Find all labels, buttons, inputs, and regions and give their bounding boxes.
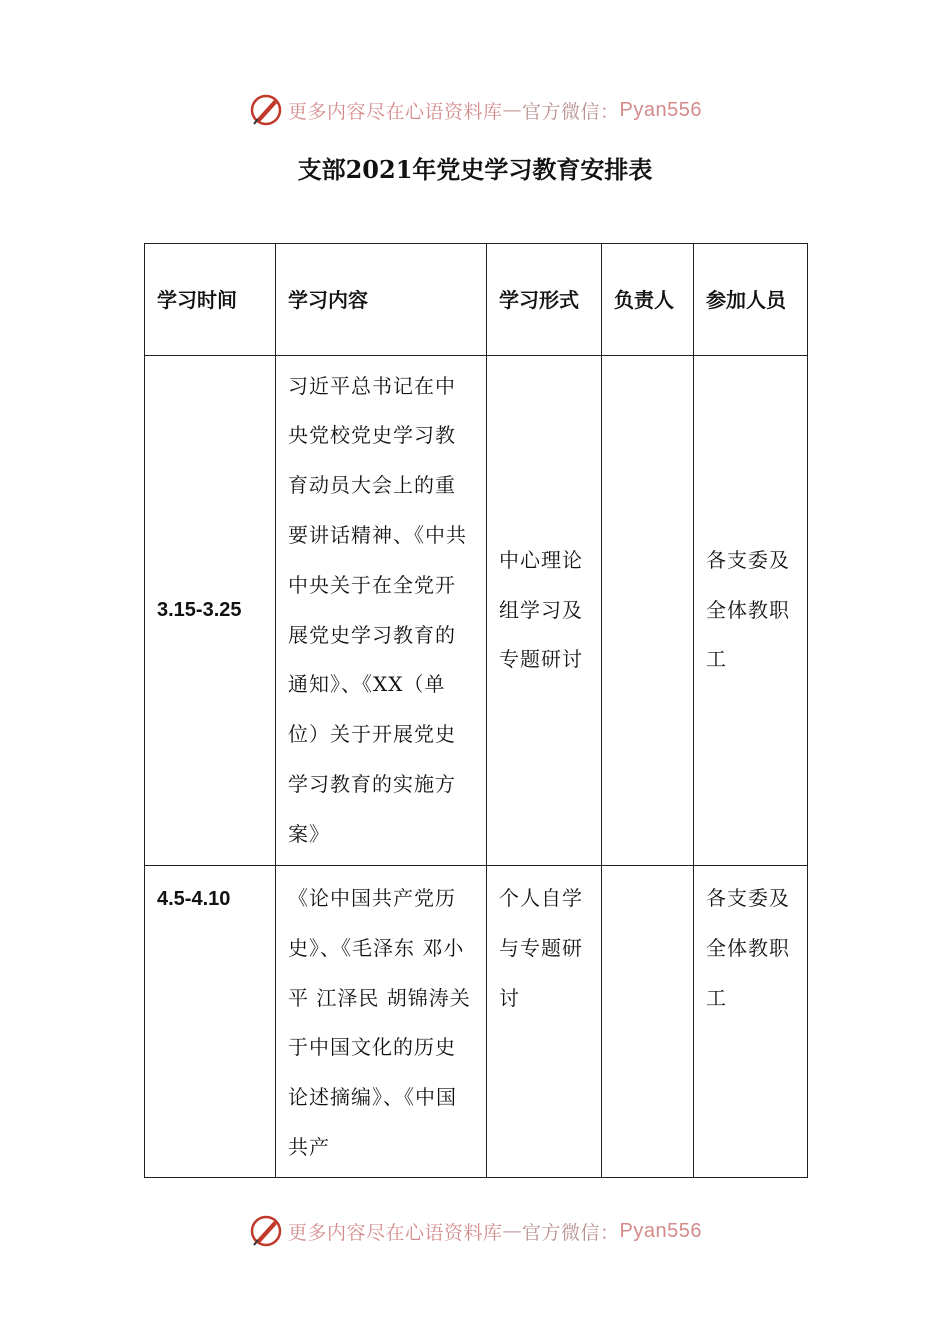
cell-content: 习近平总书记在中央党校党史学习教育动员大会上的重要讲话精神、《中共中央关于在全党开展党史学习教育的通知》、《XX（单位）关于开展党史学习教育的实施方案》 bbox=[276, 356, 487, 866]
cell-participants: 各支委及全体教职工 bbox=[694, 866, 808, 1178]
table-header-row bbox=[145, 244, 808, 356]
document-title: 支部2021年党史学习教育安排表 bbox=[297, 155, 653, 184]
header-participants: 参加人员 bbox=[694, 244, 808, 356]
banner-wechat-id: Pyan556 bbox=[619, 98, 702, 121]
cell-participants: 各支委及全体教职工 bbox=[694, 356, 808, 866]
table-row bbox=[145, 866, 808, 1178]
watermark-banner-bottom bbox=[0, 1211, 950, 1251]
pen-logo-icon bbox=[248, 1213, 284, 1249]
header-time: 学习时间 bbox=[145, 244, 276, 356]
banner-wechat-label: 官方微信： bbox=[522, 1221, 620, 1244]
cell-time: 4.5-4.10 bbox=[145, 866, 276, 1178]
banner-wechat-label: 官方微信： bbox=[522, 100, 620, 123]
banner-text: 更多内容尽在心语资料库 bbox=[288, 100, 503, 123]
header-content: 学习内容 bbox=[276, 244, 487, 356]
schedule-table bbox=[144, 243, 808, 1178]
watermark-banner-top bbox=[0, 82, 950, 130]
banner-dash: — bbox=[502, 99, 523, 121]
banner-dash: — bbox=[502, 1220, 523, 1242]
banner-text: 更多内容尽在心语资料库 bbox=[288, 1221, 503, 1244]
cell-time: 3.15-3.25 bbox=[145, 356, 276, 866]
header-form: 学习形式 bbox=[487, 244, 602, 356]
cell-owner bbox=[602, 356, 694, 866]
cell-form: 中心理论组学习及专题研讨 bbox=[487, 356, 602, 866]
pen-logo-icon bbox=[248, 92, 284, 128]
header-owner: 负责人 bbox=[602, 244, 694, 356]
cell-content: 《论中国共产党历史》、《毛泽东 邓小平 江泽民 胡锦涛关于中国文化的历史论述摘编》、《中国共产 bbox=[276, 866, 487, 1178]
cell-form: 个人自学与专题研讨 bbox=[487, 866, 602, 1178]
cell-owner bbox=[602, 866, 694, 1178]
table-row bbox=[145, 356, 808, 866]
banner-wechat-id: Pyan556 bbox=[619, 1219, 702, 1242]
